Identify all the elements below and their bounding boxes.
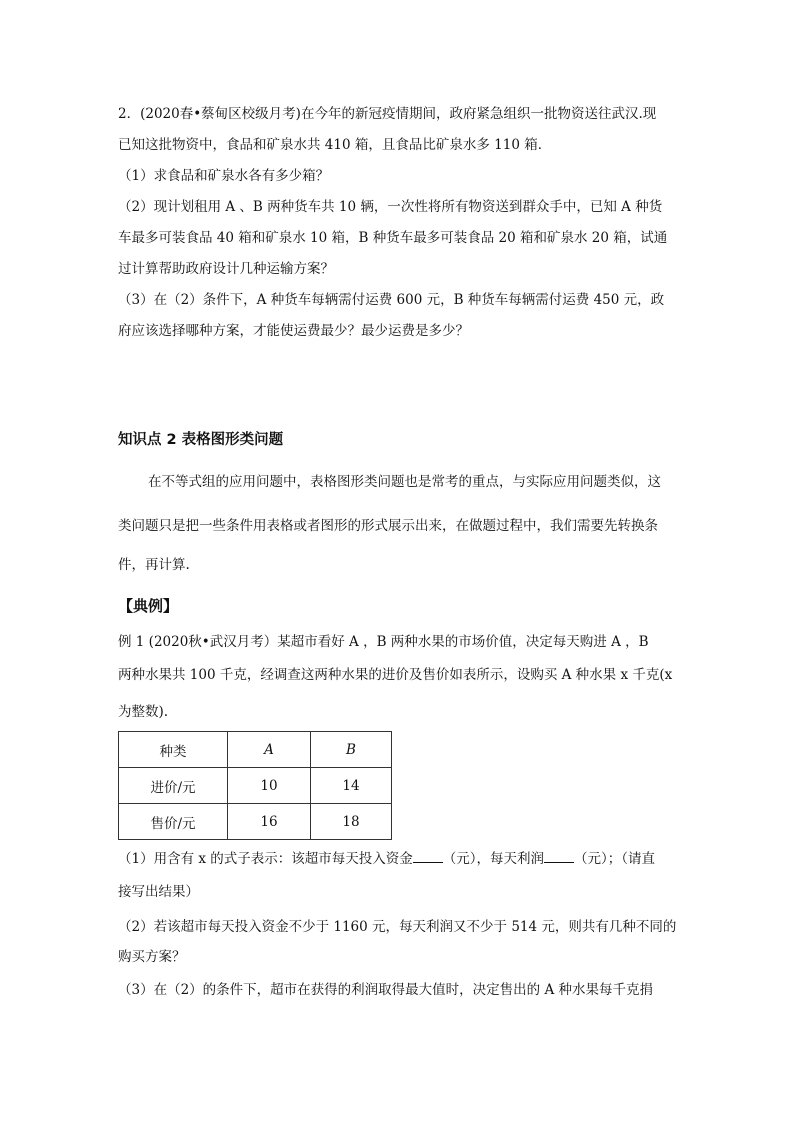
- price-table: [118, 731, 392, 840]
- table-cell: A: [228, 732, 311, 768]
- example-line-2: 两种水果共 100 千克，经调查这两种水果的进价及售价如表所示，设购买 A 种水果 x 千克(x: [118, 667, 673, 683]
- table-row: [119, 732, 392, 768]
- question-1-line-1: [118, 848, 655, 869]
- table-row: [119, 768, 392, 804]
- problem-2-question-1: （1）求食品和矿泉水各有多少箱？: [118, 168, 330, 184]
- table-cell: 14: [311, 768, 392, 804]
- question-1-text-b: （元），每天利润: [442, 851, 545, 867]
- problem-2-line-1: 2．(2020春•蔡甸区校级月考)在今年的新冠疫情期间，政府紧急组织一批物资送往武汉.现: [118, 106, 657, 122]
- section-intro-line-1: 在不等式组的应用问题中，表格图形类问题也是常考的重点，与实际应用问题类似，这: [148, 474, 661, 490]
- table-cell: 18: [311, 804, 392, 840]
- table-cell: 售价/元: [119, 804, 228, 840]
- question-2-line-2: 购买方案？: [118, 949, 186, 965]
- problem-2-line-2: 已知这批物资中，食品和矿泉水共 410 箱，且食品比矿泉水多 110 箱．: [118, 137, 552, 153]
- table-row: [119, 804, 392, 840]
- answer-blank-profit[interactable]: [544, 848, 574, 863]
- table-cell: 种类: [119, 732, 228, 768]
- question-3-line-1: （3）在（2）的条件下，超市在获得的利润取得最大值时，决定售出的 A 种水果每千克捐: [118, 982, 654, 998]
- example-line-1: 例 1 (2020秋•武汉月考）某超市看好 A ，B 两种水果的市场价值，决定每天购进 A ，B: [118, 634, 649, 650]
- question-2-line-1: （2）若该超市每天投入资金不少于 1160 元，每天利润又不少于 514 元，则共有几种不同的: [118, 919, 677, 935]
- table-cell: B: [311, 732, 392, 768]
- problem-2-question-3-line-1: （3）在（2）条件下，A 种货车每辆需付运费 600 元，B 种货车每辆需付运费 450 元，政: [118, 292, 665, 308]
- question-1-text-c: （元）；（请直: [574, 851, 656, 867]
- problem-2-question-2-line-1: （2）现计划租用 A 、B 两种货车共 10 辆，一次性将所有物资送到群众手中，已知 A 种货: [118, 199, 663, 215]
- table-cell: 10: [228, 768, 311, 804]
- question-1-text-a: （1）用含有 x 的式子表示：该超市每天投入资金: [118, 851, 413, 867]
- example-line-3: 为整数).: [118, 704, 169, 720]
- table-cell: 16: [228, 804, 311, 840]
- section-intro-line-2: 类问题只是把一些条件用表格或者图形的形式展示出来，在做题过程中，我们需要先转换条: [118, 518, 658, 534]
- section-heading: 知识点 2 表格图形类问题: [118, 432, 284, 448]
- example-label: 【典例】: [118, 597, 179, 615]
- section-intro-line-3: 件，再计算.: [118, 557, 190, 573]
- problem-2-question-2-line-3: 过计算帮助政府设计几种运输方案？: [118, 261, 334, 277]
- question-1-line-2: 接写出结果）: [118, 884, 199, 900]
- problem-2-question-2-line-2: 车最多可装食品 40 箱和矿泉水 10 箱，B 种货车最多可装食品 20 箱和矿泉水 20 箱，试通: [118, 230, 668, 246]
- answer-blank-capital[interactable]: [413, 848, 443, 863]
- problem-2-question-3-line-2: 府应该选择哪种方案，才能使运费最少？最少运费是多少？: [118, 323, 469, 339]
- table-cell: 进价/元: [119, 768, 228, 804]
